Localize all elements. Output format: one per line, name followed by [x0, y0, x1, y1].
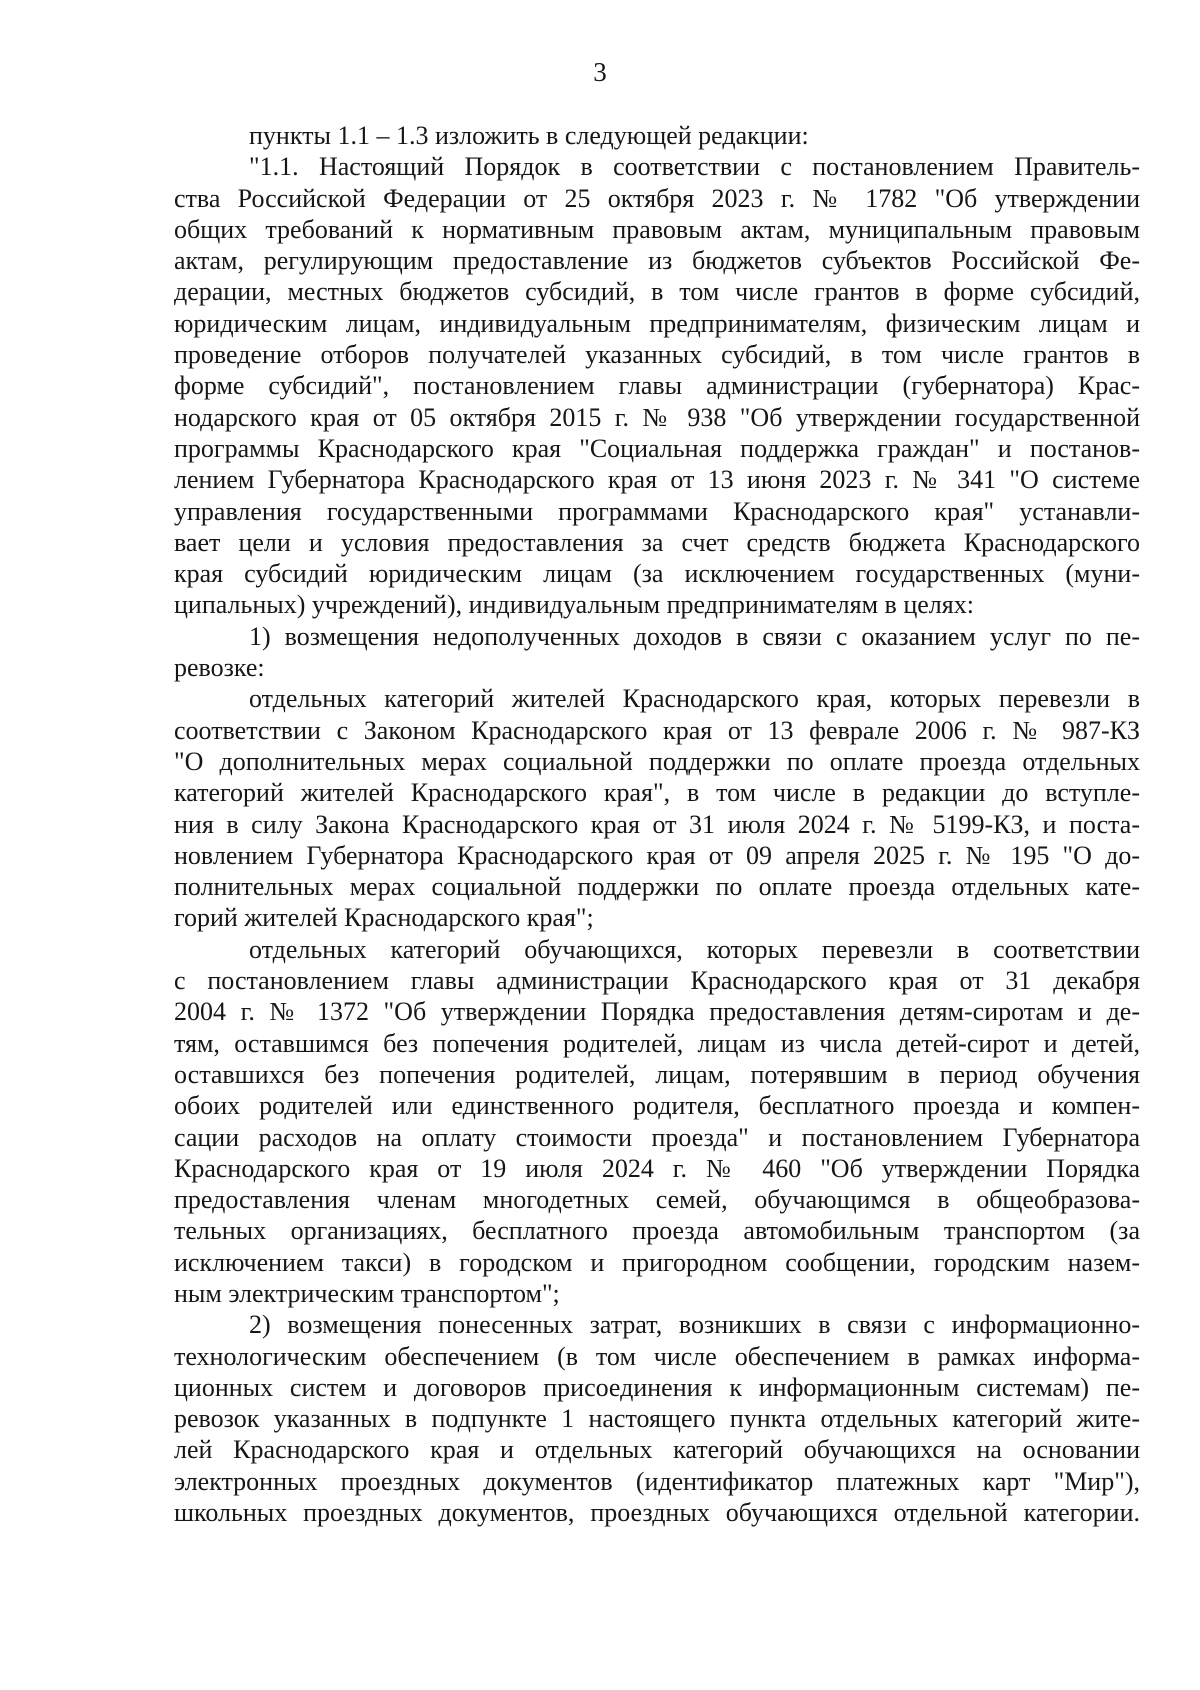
- text-line: 2004 г. № 1372 "Об утверждении Порядка предоставления детям-сиротам и де-: [174, 997, 1140, 1027]
- text-line: категорий жителей Краснодарского края", в том числе в редакции до вступле-: [174, 778, 1140, 808]
- text-line: сации расходов на оплату стоимости проезда" и постановлением Губернатора: [174, 1122, 1140, 1152]
- text-line: лением Губернатора Краснодарского края от 13 июня 2023 г. № 341 "О системе: [174, 465, 1140, 495]
- text-line: ства Российской Федерации от 25 октября 2023 г. № 1782 "Об утверждении: [174, 183, 1140, 213]
- text-line: программы Краснодарского края "Социальная поддержка граждан" и постанов-: [174, 433, 1140, 463]
- text-line: исключением такси) в городском и пригородном сообщении, городским назем-: [174, 1247, 1140, 1277]
- text-line: дерации, местных бюджетов субсидий, в том числе грантов в форме субсидий,: [174, 277, 1140, 307]
- text-line: лей Краснодарского края и отдельных категорий обучающихся на основании: [174, 1435, 1140, 1465]
- text-line: оставшихся без попечения родителей, лицам, потерявшим в период обучения: [174, 1059, 1140, 1089]
- text-line: "О дополнительных мерах социальной поддержки по оплате проезда отдельных: [174, 746, 1140, 776]
- text-line: электронных проездных документов (идентификатор платежных карт "Мир"),: [174, 1466, 1140, 1496]
- text-line: предоставления членам многодетных семей, обучающимся в общеобразова-: [174, 1185, 1140, 1215]
- text-line: тельных организациях, бесплатного проезда автомобильным транспортом (за: [174, 1216, 1140, 1246]
- text-line: ным электрическим транспортом";: [174, 1278, 560, 1308]
- document-body: [174, 120, 1140, 1528]
- text-line: юридическим лицам, индивидуальным предпринимателям, физическим лицам и: [174, 308, 1140, 338]
- text-line: горий жителей Краснодарского края";: [174, 903, 594, 933]
- text-line: полнительных мерах социальной поддержки по оплате проезда отдельных кате-: [174, 872, 1140, 902]
- text-line: отдельных категорий жителей Краснодарского края, которых перевезли в: [249, 684, 1140, 714]
- text-line: управления государственными программами Краснодарского края" устанавли-: [174, 496, 1140, 526]
- text-line: "1.1. Настоящий Порядок в соответствии с постановлением Правитель-: [249, 152, 1140, 182]
- text-line: общих требований к нормативным правовым актам, муниципальным правовым: [174, 214, 1140, 244]
- text-line: нодарского края от 05 октября 2015 г. № 938 "Об утверждении государственной: [174, 402, 1140, 432]
- text-line: ципальных) учреждений), индивидуальным предпринимателям в целях:: [174, 590, 974, 620]
- text-line: ревозке:: [174, 653, 265, 683]
- text-line: актам, регулирующим предоставление из бюджетов субъектов Российской Фе-: [174, 246, 1140, 276]
- text-line: тям, оставшимся без попечения родителей, лицам из числа детей-сирот и детей,: [174, 1028, 1140, 1058]
- text-line: края субсидий юридическим лицам (за исключением государственных (муни-: [174, 559, 1140, 589]
- text-line: 1) возмещения недополученных доходов в связи с оказанием услуг по пе-: [249, 621, 1140, 651]
- text-line: пункты 1.1 – 1.3 изложить в следующей редакции:: [249, 121, 809, 150]
- text-line: отдельных категорий обучающихся, которых перевезли в соответствии: [249, 934, 1140, 964]
- text-line: 2) возмещения понесенных затрат, возникших в связи с информационно-: [249, 1310, 1140, 1340]
- text-line: школьных проездных документов, проездных обучающихся отдельной категории.: [174, 1498, 1140, 1528]
- page-number: 3: [593, 57, 607, 87]
- text-line: вает цели и условия предоставления за счет средств бюджета Краснодарского: [174, 527, 1140, 557]
- text-line: Краснодарского края от 19 июля 2024 г. № 460 "Об утверждении Порядка: [174, 1153, 1140, 1183]
- text-line: ревозок указанных в подпункте 1 настоящего пункта отдельных категорий жите-: [174, 1404, 1140, 1434]
- text-line: форме субсидий", постановлением главы администрации (губернатора) Крас-: [174, 371, 1140, 401]
- text-line: проведение отборов получателей указанных субсидий, в том числе грантов в: [174, 340, 1140, 370]
- text-line: соответствии с Законом Краснодарского края от 13 феврале 2006 г. № 987-КЗ: [174, 715, 1140, 745]
- text-line: ционных систем и договоров присоединения к информационным системам) пе-: [174, 1372, 1140, 1402]
- text-line: обоих родителей или единственного родителя, бесплатного проезда и компен-: [174, 1091, 1140, 1121]
- text-line: с постановлением главы администрации Краснодарского края от 31 декабря: [174, 966, 1140, 996]
- text-line: новлением Губернатора Краснодарского края от 09 апреля 2025 г. № 195 "О до-: [174, 840, 1140, 870]
- text-line: ния в силу Закона Краснодарского края от 31 июля 2024 г. № 5199-КЗ, и поста-: [174, 809, 1140, 839]
- text-line: технологическим обеспечением (в том числе обеспечением в рамках информа-: [174, 1341, 1140, 1371]
